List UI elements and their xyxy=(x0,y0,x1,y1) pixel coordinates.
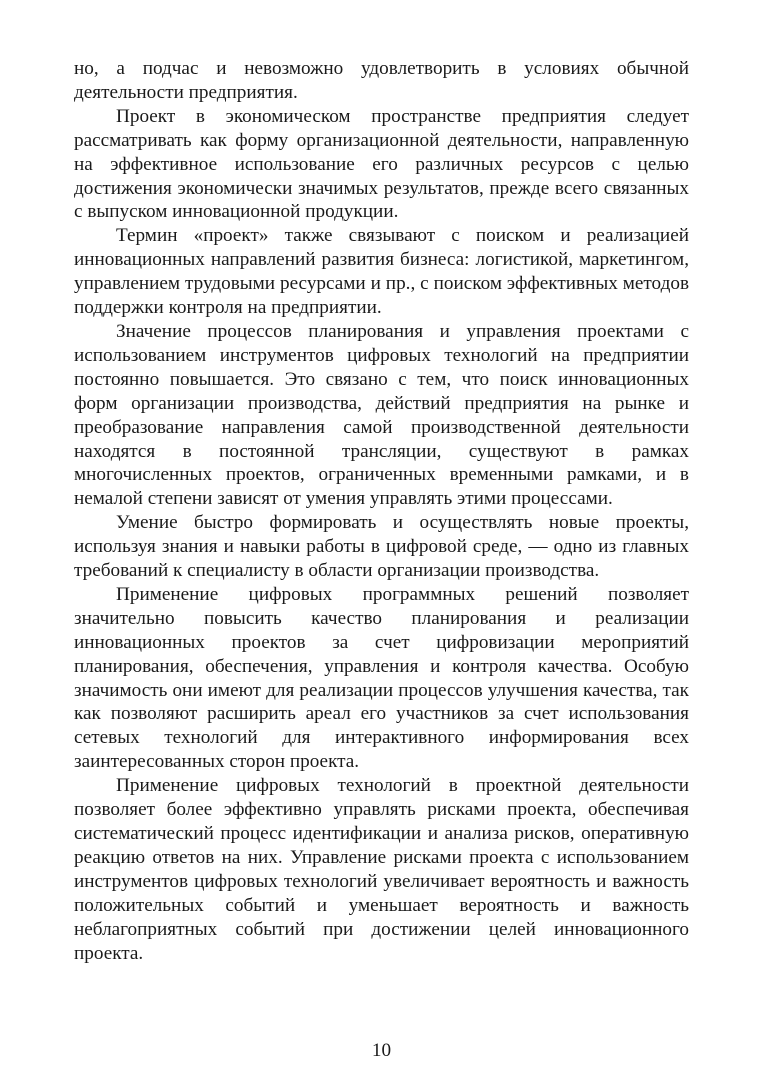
paragraph-project-term: Термин «проект» также связывают с поиском и реализацией инновационных направлений развития бизнеса: логистикой, маркетингом, управлением трудовыми ресурсами и пр., с поиском эффективных методов поддержки контроля на предприятии. xyxy=(74,225,689,319)
paragraph-continuation: но, а подчас и невозможно удовлетворить в условиях обычной деятельности предприятия. xyxy=(74,58,689,103)
paragraph-project-definition: Проект в экономическом пространстве предприятия следует рассматривать как форму организационной деятельности, направленную на эффективное использование его различных ресурсов с целью достижения экономически значимых результатов, прежде всего связанных с выпуском инновационной продукции. xyxy=(74,105,689,223)
paragraph-digital-solutions: Применение цифровых программных решений позволяет значительно повысить качество планирования и реализации инновационных проектов за счет цифровизации мероприятий планирования, обеспечения, управления и контроля качества. Особую значимость они имеют для реализации процессов улучшения качества, так как позволяют расширить ареал его участников за счет использования сетевых технологий для интерактивного информирования всех заинтересованных сторон проекта. xyxy=(74,583,689,773)
page-number: 10 xyxy=(371,1040,392,1061)
paragraph-skills: Умение быстро формировать и осуществлять новые проекты, используя знания и навыки работы в цифровой среде, — одно из главных требований к специалисту в области организации производства. xyxy=(74,512,689,582)
page-body xyxy=(74,57,689,965)
paragraph-planning-importance: Значение процессов планирования и управления проектами с использованием инструментов цифровых технологий на предприятии постоянно повышается. Это связано с тем, что поиск инновационных форм организации производства, действий предприятия на рынке и преобразование направления самой производственной деятельности находятся в постоянной трансляции, существуют в рамках многочисленных проектов, ограниченных временными рамками, и в немалой степени зависят от умения управлять этими процессами. xyxy=(74,320,689,510)
paragraph-risk-management: Применение цифровых технологий в проектной деятельности позволяет более эффективно управлять рисками проекта, обеспечивая систематический процесс идентификации и анализа рисков, оперативную реакцию ответов на них. Управление рисками проекта с использованием инструментов цифровых технологий увеличивает вероятность и важность положительных событий и уменьшает вероятность и важность неблагоприятных событий при достижении целей инновационного проекта. xyxy=(74,775,689,964)
